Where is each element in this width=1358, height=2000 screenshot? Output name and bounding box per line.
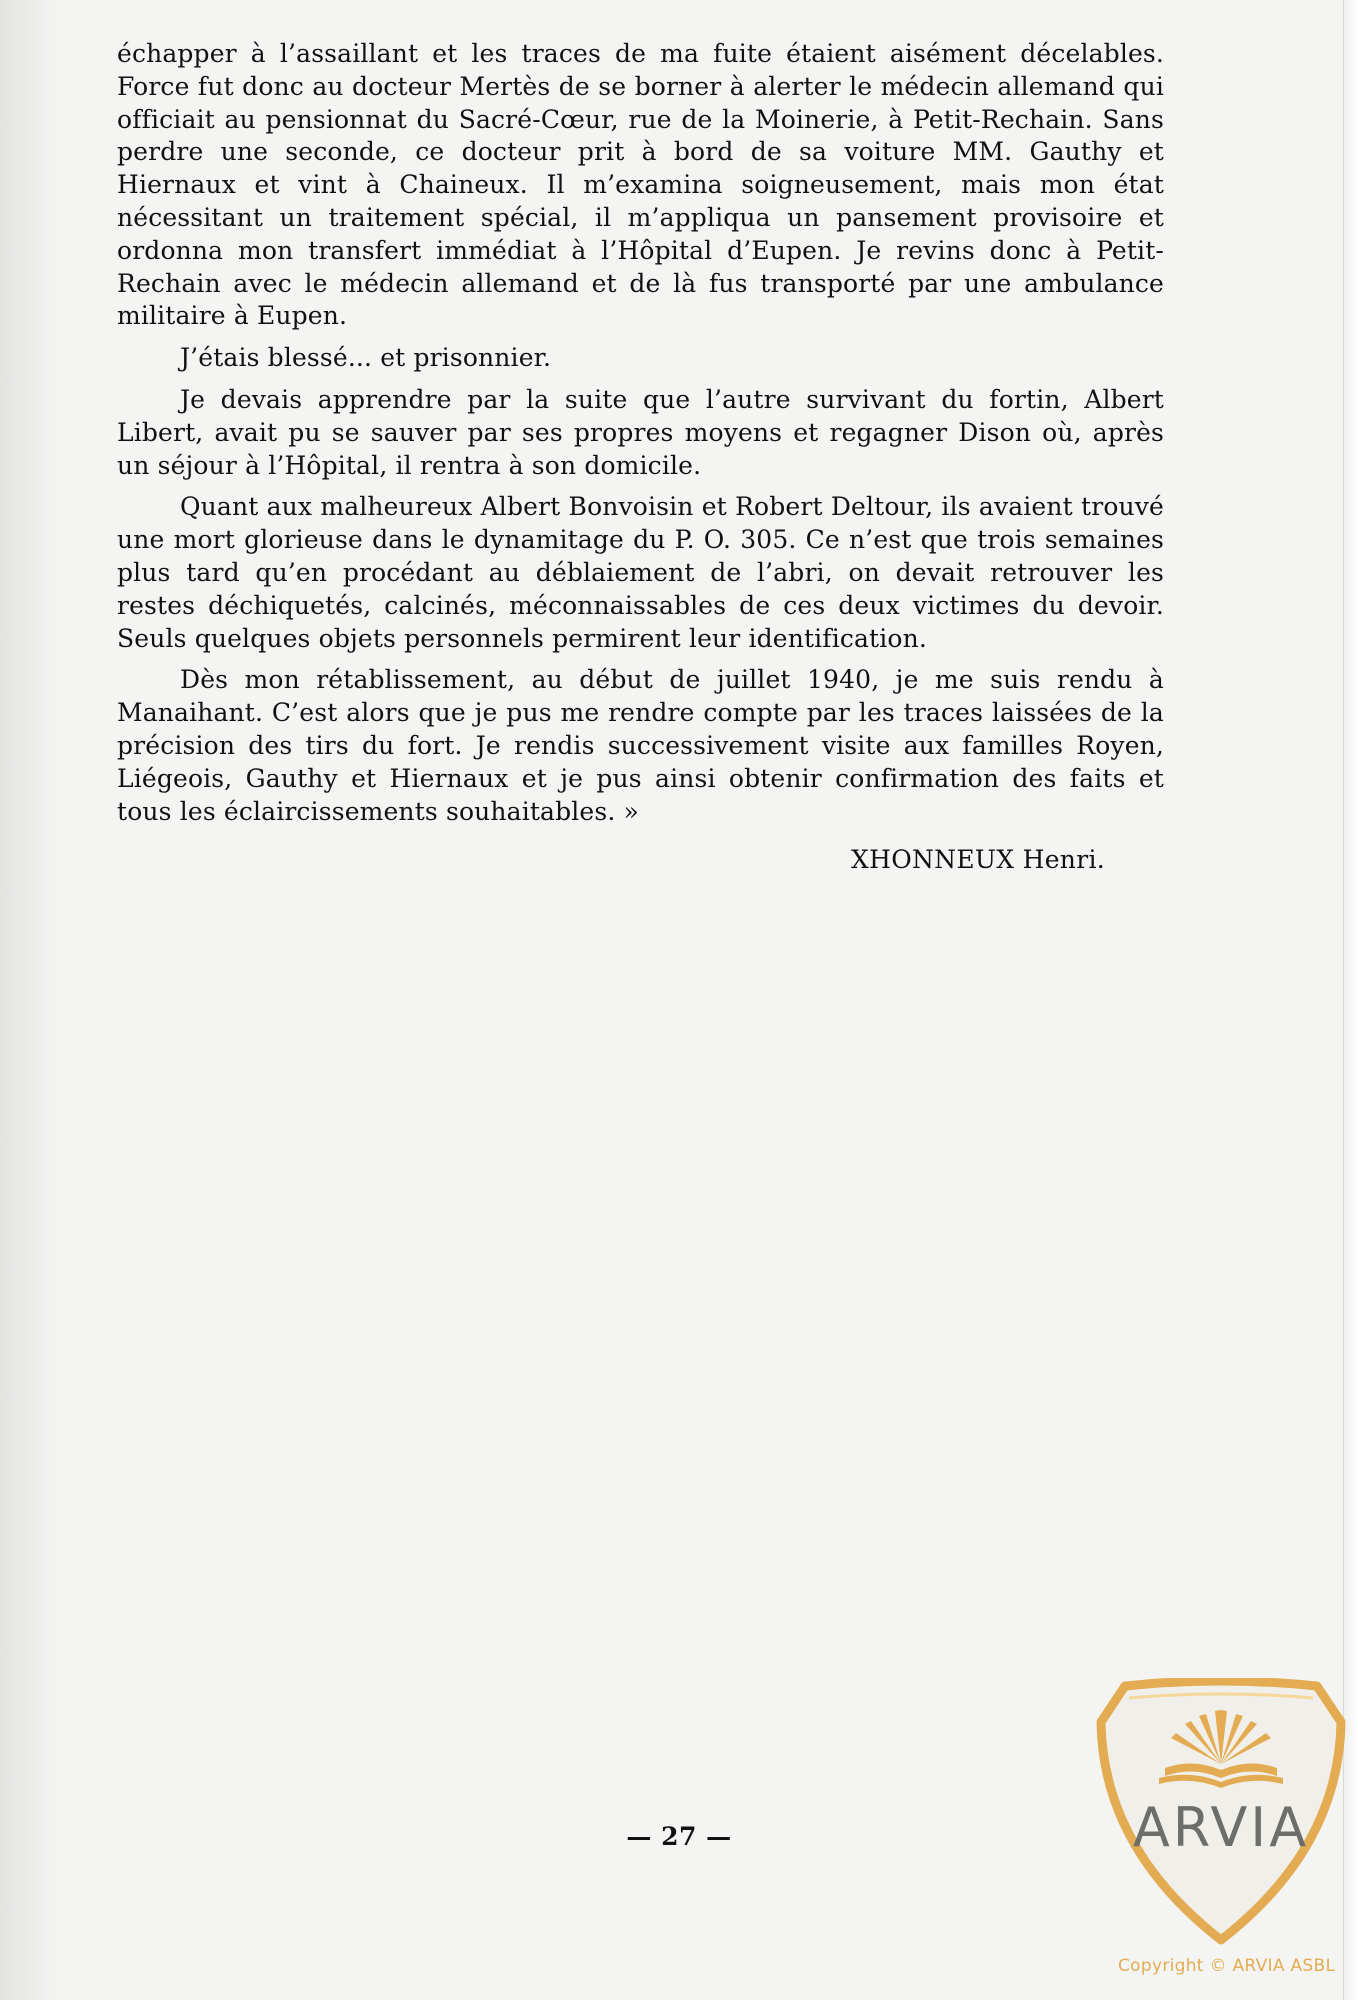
paragraph-survivor: Je devais apprendre par la suite que l’autre survivant du fortin, Albert Libert, avait pu se sauver par ses propres moyens et regagner Dison où, après un séjour à l’Hôpital, il rentra à son domicile. bbox=[117, 384, 1164, 480]
paragraph-wounded: J’étais blessé... et prisonnier. bbox=[180, 343, 552, 373]
logo-text: ARVIA bbox=[1132, 1796, 1310, 1859]
author-signature: XHONNEUX Henri. bbox=[851, 845, 1105, 875]
body-text bbox=[117, 38, 1164, 876]
page-gutter-shadow bbox=[0, 0, 60, 2000]
page-number: — 27 — bbox=[626, 1822, 732, 1851]
copyright-notice: Copyright © ARVIA ASBL bbox=[1118, 1956, 1336, 1976]
paragraph-recovery: Dès mon rétablissement, au début de juillet 1940, je me suis rendu à Manaihant. C’est alors que je pus me rendre compte par les traces laissées de la précision des tirs du fort. Je rendis successivement visite aux familles Royen, Liégeois, Gauthy et Hiernaux et je pus ainsi obtenir confirmation des faits et tous les éclaircissements souhaitables. » bbox=[117, 665, 1164, 826]
paragraph-victims: Quant aux malheureux Albert Bonvoisin et Robert Deltour, ils avaient trouvé une mort glorieuse dans le dynamitage du P. O. 305. Ce n’est que trois semaines plus tard qu’en procédant au déblaiement de l’abri, on devait retrouver les restes déchiquetés, calcinés, méconnaissables de ces deux victimes du devoir. Seuls quelques objets personnels permirent leur identification. bbox=[117, 492, 1164, 653]
paragraph-continuation: échapper à l’assaillant et les traces de ma fuite étaient aisément décelables. Force fut donc au docteur Mertès de se borner à alerter le médecin allemand qui officiait au pensionnat du Sacré-Cœur, rue de la Moinerie, à Petit-Rechain. Sans perdre une seconde, ce docteur prit à bord de sa voiture MM. Gauthy et Hiernaux et vint à Chaineux. Il m’examina soigneusement, mais mon état nécessitant un traitement spécial, il m’appliqua un pansement provisoire et ordonna mon transfert immédiat à l’Hôpital d’Eupen. Je revins donc à Petit-Rechain avec le médecin allemand et de là fus transporté par une ambulance militaire à Eupen. bbox=[117, 39, 1164, 331]
arvia-logo-watermark bbox=[1095, 1678, 1347, 1948]
